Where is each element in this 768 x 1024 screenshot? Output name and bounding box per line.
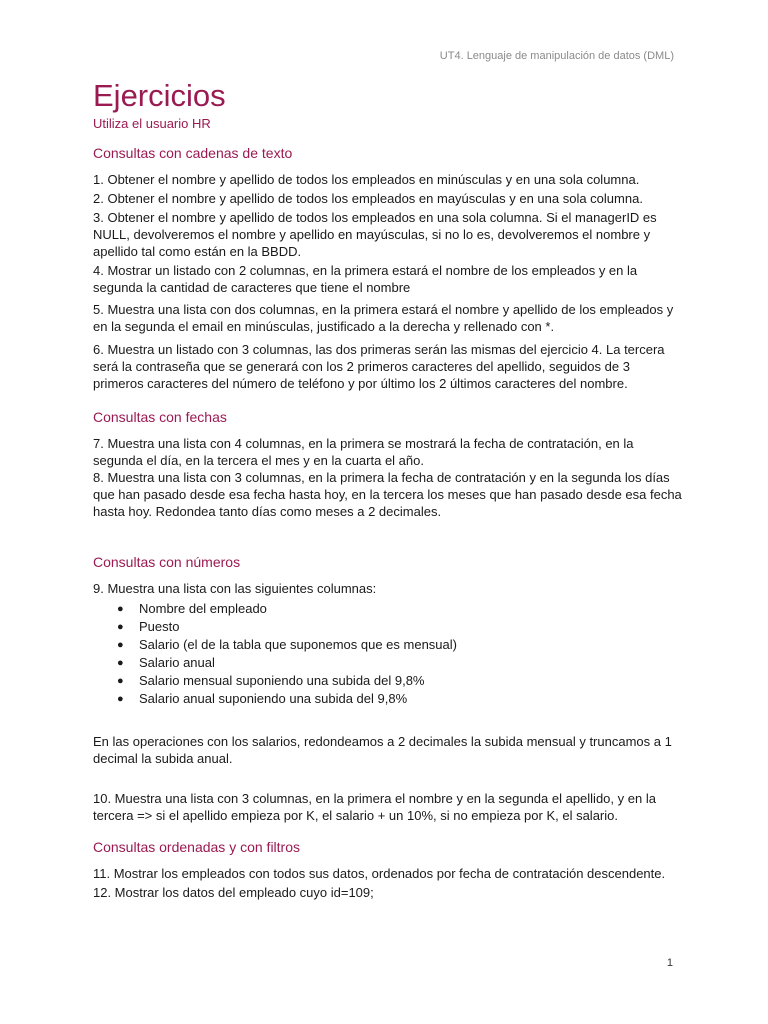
exercise-9-column-list [93, 600, 683, 708]
document-body [93, 78, 683, 901]
list-item: ● Puesto [117, 619, 180, 634]
section-heading-fechas: Consultas con fechas [93, 409, 227, 425]
exercise-4: 4. Mostrar un listado con 2 columnas, en la primera estará el nombre de los empleados y en la segunda la cantidad de caracteres que tiene el nombre [93, 263, 638, 295]
page-title: Ejercicios [93, 78, 226, 113]
exercise-12: 12. Mostrar los datos del empleado cuyo id=109; [93, 885, 374, 900]
list-item: ● Salario anual suponiendo una subida del 9,8% [117, 691, 408, 706]
bullet-icon: ● [117, 603, 124, 615]
bullet-icon: ● [117, 639, 124, 651]
list-item: ● Salario mensual suponiendo una subida del 9,8% [117, 673, 425, 688]
bullet-icon: ● [117, 675, 124, 687]
exercise-2: 2. Obtener el nombre y apellido de todos los empleados en mayúsculas y en una sola columna. [93, 191, 643, 206]
salary-rounding-note: En las operaciones con los salarios, redondeamos a 2 decimales la subida mensual y truncamos a 1 decimal la subida anual. [93, 734, 672, 766]
bullet-icon: ● [117, 621, 124, 633]
section-heading-numeros: Consultas con números [93, 554, 241, 570]
exercise-8: 8. Muestra una lista con 3 columnas, en la primera la fecha de contratación y en la segunda los días que han pasado desde esa fecha hasta hoy, en la tercera los meses que han pasado desde esa fecha hasta hoy. Redondea tanto días como meses a 2 decimales. [93, 470, 682, 519]
section-heading-texto: Consultas con cadenas de texto [93, 145, 293, 161]
exercise-6: 6. Muestra un listado con 3 columnas, las dos primeras serán las mismas del ejercicio 4. La tercera será la contraseña que se generará con los 2 primeros caracteres del apellido, seguidos de 3 primeros caracteres del número de teléfono y por último los 2 últimos caracteres del nombre. [93, 342, 665, 391]
running-header: UT4. Lenguaje de manipulación de datos (DML) [439, 50, 674, 62]
page-number: 1 [666, 957, 673, 969]
exercise-7: 7. Muestra una lista con 4 columnas, en la primera se mostrará la fecha de contratación, en la segunda el día, en la tercera el mes y en la cuarta el año. [93, 436, 634, 468]
section-heading-filtros: Consultas ordenadas y con filtros [93, 839, 300, 855]
exercise-1: 1. Obtener el nombre y apellido de todos los empleados en minúsculas y en una sola columna. [93, 172, 640, 187]
bullet-icon: ● [117, 657, 124, 669]
exercise-3: 3. Obtener el nombre y apellido de todos los empleados en una sola columna. Si el managerID es NULL, devolveremos el nombre y apellido en mayúsculas, si no lo es, devolveremos el nombre y apellido tal como están en la BBDD. [93, 210, 657, 259]
exercise-5: 5. Muestra una lista con dos columnas, en la primera estará el nombre y apellido de los empleados y en la segunda el email en minúsculas, justificado a la derecha y rellenado con *. [93, 302, 674, 334]
list-item: ● Salario anual [117, 655, 215, 670]
bullet-icon: ● [117, 693, 124, 705]
exercise-9-intro: 9. Muestra una lista con las siguientes columnas: [93, 581, 377, 596]
list-item: ● Nombre del empleado [117, 601, 267, 616]
exercise-11: 11. Mostrar los empleados con todos sus datos, ordenados por fecha de contratación descendente. [93, 866, 666, 881]
exercise-10: 10. Muestra una lista con 3 columnas, en la primera el nombre y en la segunda el apellido, y en la tercera => si el apellido empieza por K, el salario + un 10%, si no empieza por K, el salario. [93, 791, 656, 823]
page-subtitle: Utiliza el usuario HR [93, 116, 211, 131]
list-item: ● Salario (el de la tabla que suponemos que es mensual) [117, 637, 457, 652]
